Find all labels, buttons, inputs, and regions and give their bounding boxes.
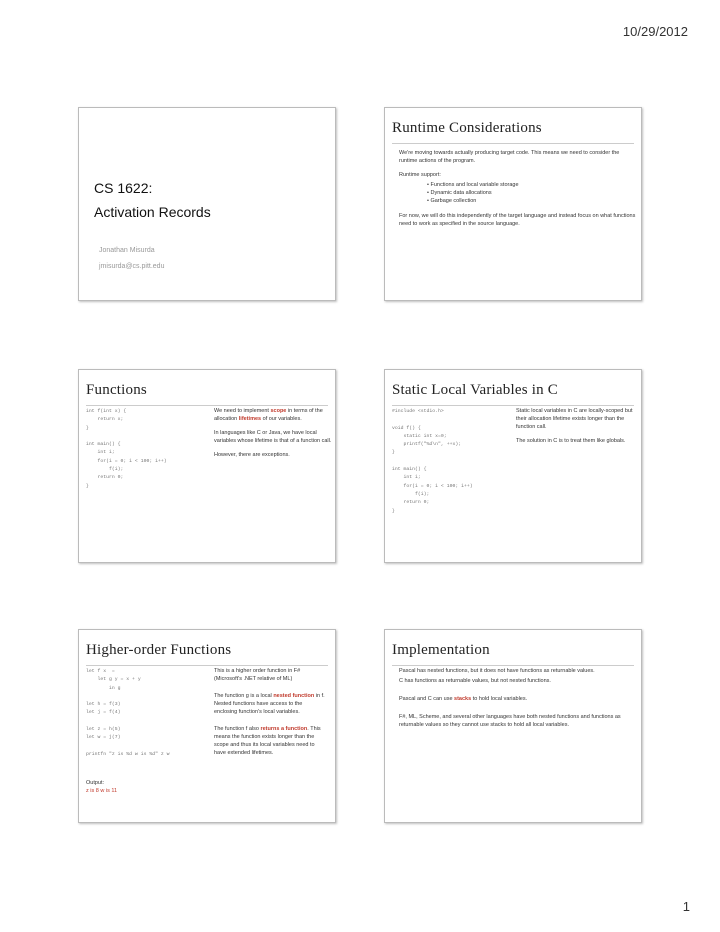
paragraph: The solution in C is to treat them like globals. xyxy=(516,437,626,444)
list-item: • Functions and local variable storage xyxy=(427,182,637,190)
paragraph: For now, we will do this independently of the target language and instead focus on what functions need to work as specified in the source language. xyxy=(399,212,636,227)
code-line xyxy=(392,416,473,424)
code-line: int main() { xyxy=(86,442,121,448)
code-line xyxy=(392,458,473,466)
code-line: let z = h(5) xyxy=(86,727,121,733)
text: The function f also xyxy=(214,725,261,732)
paragraph: C has functions as returnable values, but not nested functions. xyxy=(399,677,551,684)
code-line: int f(int x) { xyxy=(86,409,127,414)
paragraph: However, there are exceptions. xyxy=(214,451,290,458)
code-line: f(i); xyxy=(392,491,430,497)
paragraph: Runtime support: xyxy=(399,171,441,178)
code-line xyxy=(86,743,169,751)
paragraph xyxy=(214,726,327,758)
code-line: int i; xyxy=(392,475,421,481)
code-line: return 0; xyxy=(392,500,430,506)
divider xyxy=(392,143,634,144)
code-line xyxy=(86,433,167,441)
code-line: for(i = 0; i < 100; i++) xyxy=(86,458,167,464)
slide-heading: Implementation xyxy=(392,642,490,658)
code-line: } xyxy=(86,425,89,431)
paragraph xyxy=(399,696,639,704)
code-line: } xyxy=(86,483,89,489)
code-line xyxy=(86,693,169,701)
output-label: Output: xyxy=(86,780,105,786)
code-line: f(i); xyxy=(86,467,124,473)
highlight: lifetimes xyxy=(238,415,262,422)
code-line: static int x=0; xyxy=(392,433,447,439)
output-block xyxy=(86,780,117,796)
slide-title xyxy=(78,107,336,301)
page-date: 10/29/2012 xyxy=(622,24,688,39)
code-block xyxy=(86,408,167,491)
code-line: let w = j(7) xyxy=(86,735,121,741)
divider xyxy=(392,665,634,666)
course-title xyxy=(94,176,211,224)
slide-body xyxy=(399,150,637,235)
author-name: Jonathan Misurda xyxy=(99,247,155,254)
paragraph: This is a higher order function in F# (Microsoft's .NET relative of ML) xyxy=(214,668,301,682)
code-line: printf("%d\n", ++x); xyxy=(392,442,462,448)
paragraph xyxy=(214,693,327,717)
output-value: z is 8 w is 11 xyxy=(86,787,118,794)
code-line: for(i = 0; i < 100; i++) xyxy=(392,483,473,489)
text: of our variables. xyxy=(261,415,302,422)
slide-heading: Runtime Considerations xyxy=(392,120,542,136)
text: We need to implement xyxy=(214,408,271,414)
code-block xyxy=(86,668,169,759)
text: in terms of the allocation xyxy=(214,408,323,422)
slide-heading: Static Local Variables in C xyxy=(392,382,558,398)
code-line: let h = f(3) xyxy=(86,702,121,708)
code-line: int main() { xyxy=(392,467,427,473)
code-line: in g xyxy=(86,685,121,691)
course-title-line: CS 1622: xyxy=(94,180,153,196)
page-number: 1 xyxy=(682,899,690,914)
list-item: • Dynamic data allocations xyxy=(427,190,637,198)
list-item: • Garbage collection xyxy=(427,198,637,206)
author-email: jmisurda@cs.pitt.edu xyxy=(99,263,165,270)
divider xyxy=(86,405,328,406)
code-block xyxy=(392,408,473,516)
paragraph: Static local variables in C are locally-scoped but their allocation lifetime exists longer than the function call. xyxy=(516,408,633,430)
paragraph: We're moving towards actually producing target code. This means we need to consider the runtime actions of the program. xyxy=(399,150,620,164)
text: in f. Nested functions have access to the enclosing function's local variables. xyxy=(214,692,325,715)
paragraph xyxy=(214,408,332,424)
paragraph: F#, ML, Scheme, and several other languages have both nested functions and functions as returnable values so they cannot use stacks to hold all local variables. xyxy=(399,713,621,728)
bullet-list xyxy=(399,182,637,206)
code-line: let g y = x + y xyxy=(86,677,141,683)
course-title-line: Activation Records xyxy=(94,204,211,220)
text: Pascal and C can use xyxy=(399,695,455,702)
code-line: return 0; xyxy=(86,475,124,481)
code-line: #include <stdio.h> xyxy=(392,409,444,414)
slide-body xyxy=(214,668,327,764)
highlight: scope xyxy=(270,408,287,414)
highlight: stacks xyxy=(454,695,472,702)
code-line: return x; xyxy=(86,417,124,423)
code-line: let f x = xyxy=(86,669,115,674)
slide-heading: Higher-order Functions xyxy=(86,642,232,658)
slide-static-local-variables xyxy=(384,369,642,563)
slide-runtime-considerations xyxy=(384,107,642,301)
slide-heading: Functions xyxy=(86,382,147,398)
divider xyxy=(392,405,634,406)
slide-body xyxy=(399,668,639,736)
text: to hold local variables. xyxy=(471,695,528,702)
code-line: int i; xyxy=(86,450,115,456)
code-line: let j = f(4) xyxy=(86,710,121,716)
slide-body xyxy=(516,408,636,452)
slide-higher-order-functions xyxy=(78,629,336,823)
paragraph: Pascal has nested functions, but it does not have functions as returnable values. xyxy=(399,668,595,674)
slide-implementation xyxy=(384,629,642,823)
slide-body xyxy=(214,408,332,466)
highlight: nested function xyxy=(273,692,315,699)
code-line: } xyxy=(392,450,395,456)
code-line: printfn "z is %d w is %d" z w xyxy=(86,751,170,757)
text: The function g is a local xyxy=(214,692,274,699)
code-line xyxy=(86,718,169,726)
text: . This means the function exists longer than the scope and thus its local variables need to have extended lifetimes. xyxy=(214,725,321,756)
code-line: } xyxy=(392,508,395,514)
divider xyxy=(86,665,328,666)
slide-functions xyxy=(78,369,336,563)
paragraph: In languages like C or Java, we have local variables whose lifetime is that of a function call. xyxy=(214,429,332,444)
author-block xyxy=(99,243,164,275)
highlight: returns a function xyxy=(260,725,308,732)
code-line: void f() { xyxy=(392,425,421,431)
